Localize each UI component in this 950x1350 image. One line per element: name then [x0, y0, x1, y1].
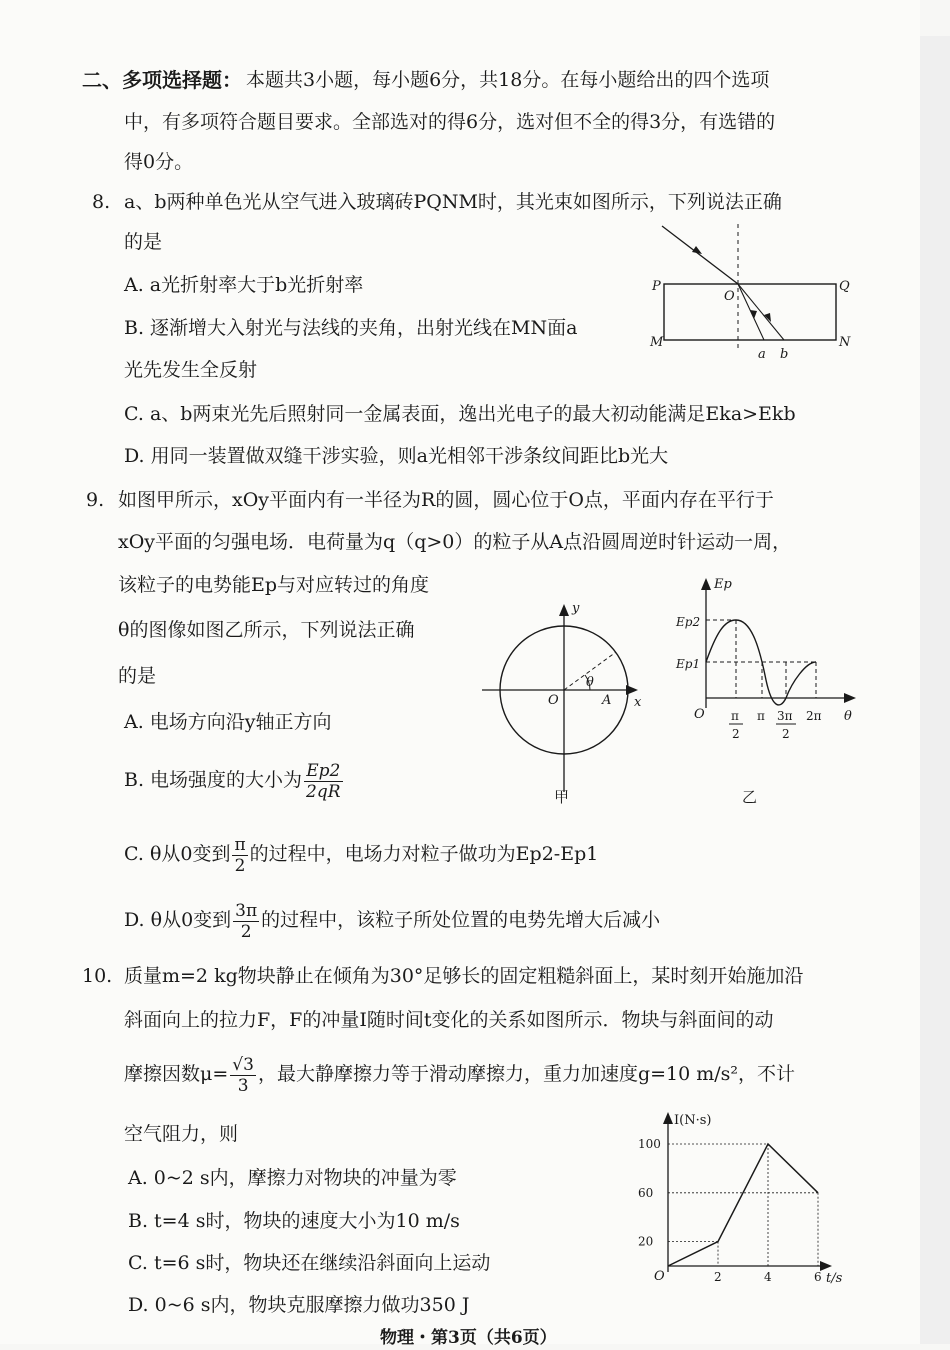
q9-number: 9. — [86, 489, 105, 511]
q10-option-b: B. t=4 s时，物块的速度大小为10 m/s — [128, 1210, 460, 1232]
label-q: Q — [839, 279, 850, 294]
x-tick-label: 2 — [714, 1270, 722, 1284]
q9-option-b-fraction — [304, 761, 343, 802]
i-axis-arrow — [663, 1112, 673, 1124]
page-footer: 物理・第3页（共6页） — [380, 1328, 557, 1348]
tick-three-pi-half-num: 3π — [777, 709, 793, 723]
label-theta: θ — [844, 709, 852, 724]
ray-a-arrow — [750, 310, 757, 319]
q9-option-d-suffix: 的过程中，该粒子所处位置的电势先增大后减小 — [261, 909, 661, 931]
q9-option-c-fraction — [232, 835, 247, 876]
q8-option-b-line2: 光先发生全反射 — [124, 359, 258, 381]
caption-yi: 乙 — [742, 788, 758, 806]
q8-stem-line1: a、b两种单色光从空气进入玻璃砖PQNM时，其光束如图所示，下列说法正确 — [124, 191, 782, 213]
q9-option-b-numerator: Ep2 — [304, 761, 343, 782]
label-ep: Ep — [714, 577, 732, 592]
q9-stem-line1: 如图甲所示，xOy平面内有一半径为R的圆，圆心位于O点，平面内存在平行于 — [118, 489, 774, 511]
q8-number: 8. — [92, 191, 111, 213]
q9-option-d-denominator: 2 — [240, 921, 252, 942]
tick-pi-half-den: 2 — [732, 727, 740, 741]
y-tick-label: 60 — [638, 1185, 654, 1200]
label-n: N — [839, 335, 851, 350]
y-tick-label: 20 — [638, 1234, 654, 1249]
q8-option-b-line1: B. 逐渐增大入射光与法线的夹角，出射光线在MN面a — [124, 317, 578, 339]
section-instructions-line1: 本题共3小题，每小题6分，共18分。在每小题给出的四个选项 — [246, 69, 770, 91]
label-o: O — [548, 693, 559, 708]
q10-option-d: D. 0~6 s内，物块克服摩擦力做功350 J — [128, 1294, 470, 1316]
q8-option-d: D. 用同一装置做双缝干涉实验，则a光相邻干涉条纹间距比b光大 — [124, 445, 669, 467]
q10-stem-line4: 空气阻力，则 — [124, 1123, 239, 1145]
x-tick-label: 6 — [814, 1270, 822, 1284]
label-p: P — [652, 279, 661, 294]
q9-stem-line3: 该粒子的电势能Ep与对应转过的角度 — [118, 574, 430, 596]
label-m: M — [650, 335, 664, 350]
q9-option-d-numerator: 3π — [235, 900, 258, 921]
q9-option-b-prefix: B. 电场强度的大小为 — [124, 769, 303, 791]
q10-stem-line1: 质量m=2 kg物块静止在倾角为30°足够长的固定粗糙斜面上，某时刻开始施加沿 — [124, 965, 804, 987]
q10-mu-prefix: 摩擦因数μ= — [124, 1063, 229, 1085]
q10-mu-suffix: ，最大静摩擦力等于滑动摩擦力，重力加速度g=10 m/s²，不计 — [257, 1063, 796, 1085]
q8-glass-brick-figure — [640, 218, 860, 368]
t-axis-arrow — [820, 1261, 832, 1271]
section-instructions-line3: 得0分。 — [124, 151, 194, 173]
tick-pi: π — [757, 709, 765, 723]
q10-number: 10. — [82, 965, 113, 987]
q9-option-d — [124, 898, 660, 942]
q10-stem-line3 — [124, 1048, 795, 1100]
q9-option-b — [124, 758, 345, 802]
incident-ray — [662, 226, 738, 284]
y-axis-arrow — [559, 604, 569, 616]
q10-ticks — [638, 1137, 822, 1284]
origin-label: O — [654, 1269, 665, 1284]
tick-three-pi-half-den: 2 — [782, 727, 790, 741]
tick-two-pi: 2π — [806, 709, 822, 723]
q10-option-a: A. 0~2 s内，摩擦力对物块的冲量为零 — [128, 1167, 457, 1189]
label-ep2: Ep2 — [676, 615, 701, 629]
label-y: y — [572, 601, 580, 616]
q10-mu-fraction — [230, 1055, 256, 1096]
q10-option-c: C. t=6 s时，物块还在继续沿斜面向上运动 — [128, 1252, 491, 1274]
x-tick-label: 4 — [764, 1270, 772, 1284]
refracted-ray-b — [738, 284, 784, 340]
q10-mu-numerator: √3 — [232, 1054, 254, 1075]
q9-option-c — [124, 832, 598, 876]
label-ep1: Ep1 — [676, 657, 701, 671]
section-instructions-line2: 中，有多项符合题目要求。全部选对的得6分，选对但不全的得3分，有选错的 — [124, 111, 776, 133]
label-theta: θ — [586, 675, 594, 690]
incident-ray-arrow — [692, 246, 702, 254]
q10-stem-line2: 斜面向上的拉力F，F的冲量I随时间t变化的关系如图所示．物块与斜面间的动 — [124, 1009, 774, 1031]
x-axis-label: t/s — [826, 1271, 843, 1286]
q9-option-b-denominator: 2qR — [306, 781, 341, 802]
q9-option-c-prefix: C. θ从0变到 — [124, 843, 231, 865]
q9-figure-jia — [478, 596, 658, 810]
label-b: b — [780, 347, 789, 362]
label-a: A — [602, 693, 612, 708]
q9-stem-line4: θ的图像如图乙所示，下列说法正确 — [118, 619, 415, 641]
label-a: a — [758, 347, 766, 362]
q9-option-d-prefix: D. θ从0变到 — [124, 909, 232, 931]
y-axis-label: I(N·s) — [674, 1113, 712, 1128]
q10-guides — [668, 1144, 818, 1266]
label-x: x — [634, 695, 642, 710]
ep-axis-arrow — [701, 578, 711, 590]
q9-option-a: A. 电场方向沿y轴正方向 — [124, 711, 332, 733]
q9-stem-line5: 的是 — [118, 665, 157, 687]
q9-stem-line2: xOy平面的匀强电场．电荷量为q（q>0）的粒子从A点沿圆周逆时针运动一周， — [118, 531, 792, 553]
q9-option-c-suffix: 的过程中，电场力对粒子做功为Ep2-Ep1 — [249, 843, 599, 865]
section-title: 二、多项选择题： — [82, 68, 242, 92]
q8-option-a: A. a光折射率大于b光折射率 — [124, 274, 364, 296]
q8-option-c: C. a、b两束光先后照射同一金属表面，逸出光电子的最大初动能满足Eka>Ekb — [124, 403, 796, 425]
label-o: O — [694, 707, 705, 722]
page-edge — [920, 36, 950, 1344]
q9-option-c-denominator: 2 — [234, 855, 246, 876]
tick-pi-half-num: π — [731, 709, 739, 723]
label-o: O — [724, 289, 735, 304]
q9-option-d-fraction — [233, 901, 259, 942]
caption-jia: 甲 — [554, 788, 570, 806]
q10-impulse-chart — [630, 1106, 860, 1288]
q9-figure-yi — [666, 570, 866, 810]
q8-stem-line2: 的是 — [124, 231, 163, 253]
theta-axis-arrow — [844, 693, 856, 703]
q9-option-c-numerator: π — [234, 834, 246, 855]
glass-brick — [664, 284, 836, 340]
impulse-series-line — [668, 1144, 818, 1266]
q10-mu-denominator: 3 — [237, 1075, 249, 1096]
y-tick-label: 100 — [638, 1137, 661, 1151]
